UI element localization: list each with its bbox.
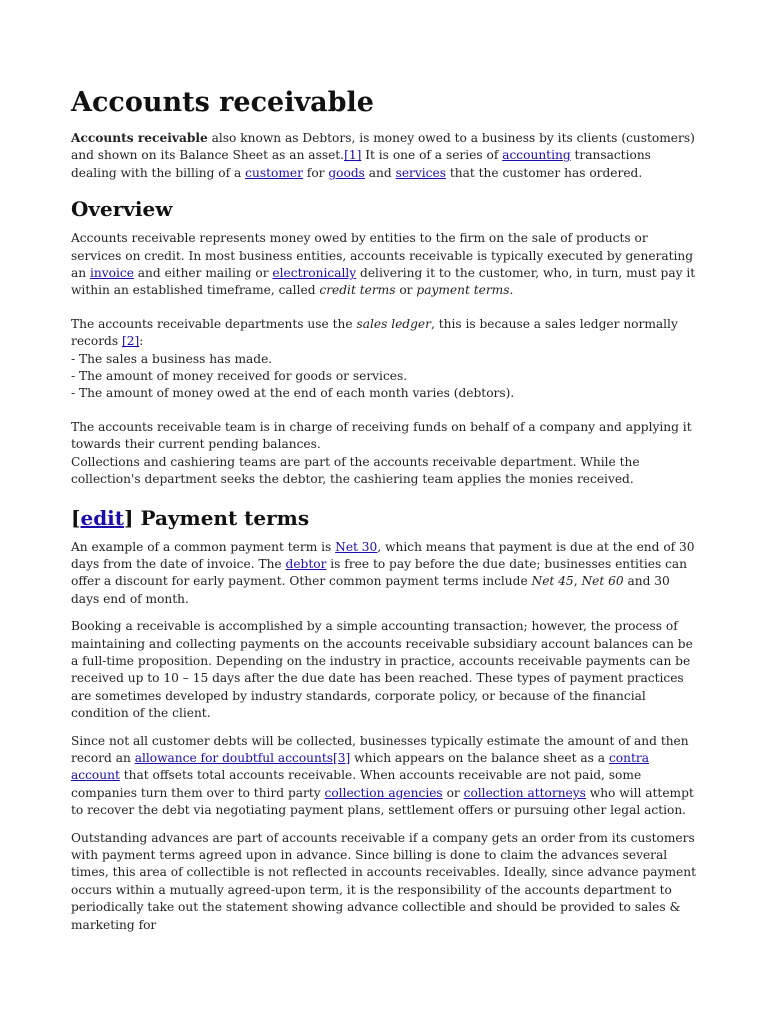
payment-paragraph-3: Since not all customer debts will be collected, businesses typically estimate the amount of and then record an allowance for doubtful accounts[3] which appears on the balance sheet as a contra account that offsets total accounts receivable. When accounts receivable are not paid, some companies turn them over to third party collection agencies or collection attorneys who will attempt to recover the debt via negotiating payment plans, settlement offers or pursuing other legal action. [71, 733, 694, 818]
customer-link[interactable]: customer [245, 165, 303, 180]
list-item: - The amount of money owed at the end of each month varies (debtors). [71, 386, 515, 401]
ref-link-2[interactable]: [2] [121, 334, 140, 349]
ref-link-1[interactable]: [1] [344, 148, 362, 163]
payment-terms-heading: [edit] Payment terms [71, 505, 310, 530]
intro-bold-term: Accounts receivable [71, 131, 208, 145]
contra-account-link[interactable]: contra account [71, 750, 649, 783]
debtor-link[interactable]: debtor [285, 556, 327, 571]
accounting-link[interactable]: accounting [502, 148, 571, 163]
collection-agencies-link[interactable]: collection agencies [324, 785, 443, 800]
overview-paragraph-3: The accounts receivable team is in charge of receiving funds on behalf of a company and applying it towards their current pending balances. Collections and cashiering teams are part of the accounts receivable department. While the collection's department seeks the debtor, the cashiering team applies the monies received. [71, 419, 692, 487]
overview-heading: Overview [71, 197, 173, 222]
page-title: Accounts receivable [71, 87, 374, 118]
overview-paragraph-2: The accounts receivable departments use the sales ledger, this is because a sales ledger normally records [2]: - The sales a business has made. - The amount of money received for goods or services. - The amount of money owed at the end of each month varies (debtors). [71, 316, 678, 401]
allowance-link[interactable]: allowance for doubtful accounts [134, 750, 334, 765]
services-link[interactable]: services [395, 165, 446, 180]
edit-link[interactable]: edit [80, 505, 125, 530]
collection-attorneys-link[interactable]: collection attorneys [463, 785, 586, 800]
intro-paragraph: Accounts receivable also known as Debtors, is money owed to a business by its clients (customers) and shown on its Balance Sheet as an asset.[1] It is one of a series of accounting transactions dealing with the billing of a customer for goods and services that the customer has ordered. [71, 131, 695, 180]
ref-link-3[interactable]: [3] [333, 750, 351, 765]
goods-link[interactable]: goods [328, 165, 365, 180]
electronically-link[interactable]: electronically [272, 266, 357, 281]
payment-paragraph-1: An example of a common payment term is Net 30, which means that payment is due at the end of 30 days from the date of invoice. The debtor is free to pay before the due date; businesses entities can offer a discount for early payment. Other common payment terms include Net 45, Net 60 and 30 days end of month. [71, 539, 695, 606]
list-item: - The amount of money received for goods or services. [71, 369, 408, 384]
invoice-link[interactable]: invoice [90, 266, 134, 281]
article [71, 86, 697, 944]
payment-paragraph-2: Booking a receivable is accomplished by a simple accounting transaction; however, the process of maintaining and collecting payments on the accounts receivable subsidiary account balances can be a full-time proposition. Depending on the industry in practice, accounts receivable payments can be received up to 10 – 15 days after the due date has been reached. These types of payment practices are sometimes developed by industry standards, corporate policy, or because of the financial condition of the client. [71, 619, 693, 721]
payment-paragraph-4: Outstanding advances are part of accounts receivable if a company gets an order from its customers with payment terms agreed upon in advance. Since billing is done to claim the advances several times, this area of collectible is not reflected in accounts receivables. Ideally, since advance payment occurs within a mutually agreed-upon term, it is the responsibility of the accounts department to periodically take out the statement showing advance collectible and should be provided to sales & marketing for [71, 830, 696, 932]
net30-link[interactable]: Net 30 [335, 539, 378, 554]
list-item: - The sales a business has made. [71, 351, 273, 366]
overview-paragraph-1: Accounts receivable represents money owed by entities to the firm on the sale of products or services on credit. In most business entities, accounts receivable is typically executed by generating an invoice and either mailing or electronically delivering it to the customer, who, in turn, must pay it within an established timeframe, called credit terms or payment terms. [71, 231, 696, 298]
